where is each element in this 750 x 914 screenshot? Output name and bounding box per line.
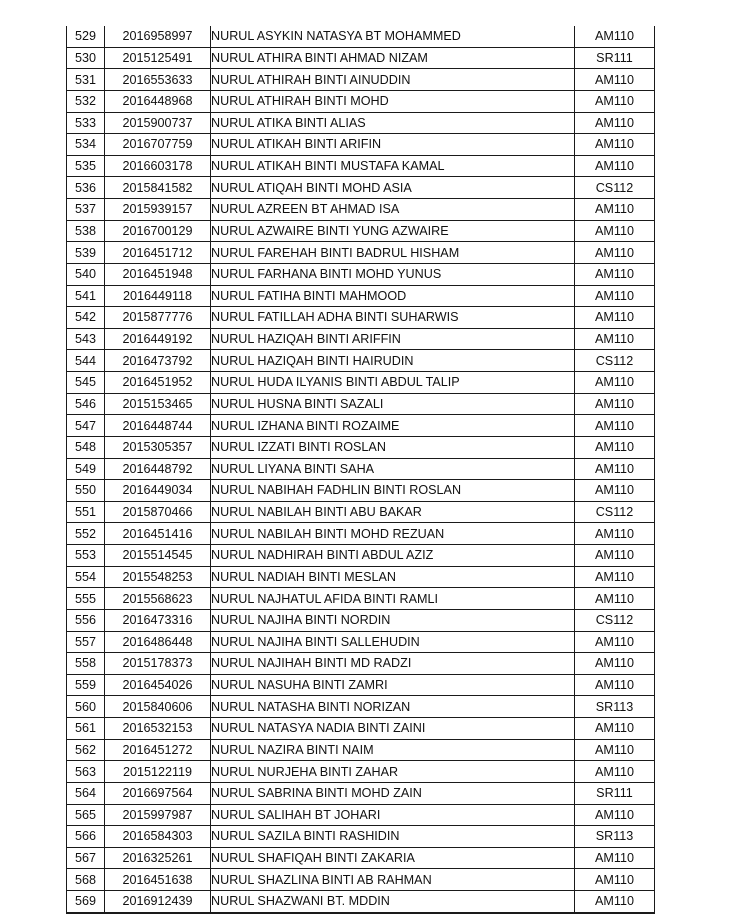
row-number-cell: 532 bbox=[67, 90, 105, 112]
table-row bbox=[67, 415, 655, 437]
table-row bbox=[67, 372, 655, 394]
program-code-cell: AM110 bbox=[575, 285, 655, 307]
student-name-cell: NURUL AZWAIRE BINTI YUNG AZWAIRE bbox=[211, 220, 575, 242]
student-id-cell: 2015877776 bbox=[105, 307, 211, 329]
table-row bbox=[67, 739, 655, 761]
row-number-cell: 548 bbox=[67, 436, 105, 458]
program-code-cell: AM110 bbox=[575, 653, 655, 675]
student-id-cell: 2016700129 bbox=[105, 220, 211, 242]
table-row bbox=[67, 847, 655, 869]
student-id-cell: 2016553633 bbox=[105, 69, 211, 91]
table-row bbox=[67, 891, 655, 913]
table-row bbox=[67, 545, 655, 567]
student-name-cell: NURUL SABRINA BINTI MOHD ZAIN bbox=[211, 782, 575, 804]
student-id-cell: 2016449192 bbox=[105, 328, 211, 350]
student-id-cell: 2016449034 bbox=[105, 480, 211, 502]
program-code-cell: AM110 bbox=[575, 847, 655, 869]
table-row bbox=[67, 588, 655, 610]
table-row bbox=[67, 155, 655, 177]
student-name-cell: NURUL ATIKA BINTI ALIAS bbox=[211, 112, 575, 134]
student-id-cell: 2016473316 bbox=[105, 609, 211, 631]
table-row bbox=[67, 609, 655, 631]
student-name-cell: NURUL ATHIRAH BINTI AINUDDIN bbox=[211, 69, 575, 91]
table-row bbox=[67, 220, 655, 242]
row-number-cell: 555 bbox=[67, 588, 105, 610]
table-row bbox=[67, 242, 655, 264]
student-name-cell: NURUL FAREHAH BINTI BADRUL HISHAM bbox=[211, 242, 575, 264]
student-id-cell: 2016584303 bbox=[105, 826, 211, 848]
student-name-cell: NURUL ATHIRA BINTI AHMAD NIZAM bbox=[211, 47, 575, 69]
program-code-cell: AM110 bbox=[575, 718, 655, 740]
program-code-cell: CS112 bbox=[575, 177, 655, 199]
program-code-cell: CS112 bbox=[575, 501, 655, 523]
row-number-cell: 546 bbox=[67, 393, 105, 415]
student-name-cell: NURUL HAZIQAH BINTI ARIFFIN bbox=[211, 328, 575, 350]
student-name-cell: NURUL ATIKAH BINTI ARIFIN bbox=[211, 134, 575, 156]
row-number-cell: 539 bbox=[67, 242, 105, 264]
student-name-cell: NURUL NATASYA NADIA BINTI ZAINI bbox=[211, 718, 575, 740]
program-code-cell: SR113 bbox=[575, 696, 655, 718]
student-id-cell: 2015568623 bbox=[105, 588, 211, 610]
student-id-cell: 2016449118 bbox=[105, 285, 211, 307]
table-row bbox=[67, 199, 655, 221]
program-code-cell: AM110 bbox=[575, 739, 655, 761]
student-name-cell: NURUL NAJHATUL AFIDA BINTI RAMLI bbox=[211, 588, 575, 610]
table-row bbox=[67, 328, 655, 350]
program-code-cell: AM110 bbox=[575, 761, 655, 783]
student-name-cell: NURUL HAZIQAH BINTI HAIRUDIN bbox=[211, 350, 575, 372]
program-code-cell: AM110 bbox=[575, 263, 655, 285]
program-code-cell: AM110 bbox=[575, 199, 655, 221]
program-code-cell: AM110 bbox=[575, 869, 655, 891]
student-name-cell: NURUL ATIKAH BINTI MUSTAFA KAMAL bbox=[211, 155, 575, 177]
row-number-cell: 531 bbox=[67, 69, 105, 91]
table-row bbox=[67, 263, 655, 285]
student-id-cell: 2016707759 bbox=[105, 134, 211, 156]
program-code-cell: CS112 bbox=[575, 350, 655, 372]
student-name-cell: NURUL IZHANA BINTI ROZAIME bbox=[211, 415, 575, 437]
row-number-cell: 535 bbox=[67, 155, 105, 177]
row-number-cell: 569 bbox=[67, 891, 105, 913]
student-id-cell: 2015900737 bbox=[105, 112, 211, 134]
table-row bbox=[67, 804, 655, 826]
student-id-cell: 2016325261 bbox=[105, 847, 211, 869]
table-row bbox=[67, 350, 655, 372]
row-number-cell: 565 bbox=[67, 804, 105, 826]
row-number-cell: 549 bbox=[67, 458, 105, 480]
table-row bbox=[67, 47, 655, 69]
table-row bbox=[67, 501, 655, 523]
program-code-cell: AM110 bbox=[575, 307, 655, 329]
program-code-cell: SR111 bbox=[575, 47, 655, 69]
row-number-cell: 564 bbox=[67, 782, 105, 804]
table-row bbox=[67, 90, 655, 112]
program-code-cell: AM110 bbox=[575, 523, 655, 545]
student-name-cell: NURUL FATILLAH ADHA BINTI SUHARWIS bbox=[211, 307, 575, 329]
student-name-cell: NURUL ATIQAH BINTI MOHD ASIA bbox=[211, 177, 575, 199]
table-row bbox=[67, 458, 655, 480]
student-name-cell: NURUL NABILAH BINTI MOHD REZUAN bbox=[211, 523, 575, 545]
program-code-cell: AM110 bbox=[575, 588, 655, 610]
student-id-cell: 2015997987 bbox=[105, 804, 211, 826]
student-name-cell: NURUL NATASHA BINTI NORIZAN bbox=[211, 696, 575, 718]
row-number-cell: 534 bbox=[67, 134, 105, 156]
row-number-cell: 562 bbox=[67, 739, 105, 761]
student-name-cell: NURUL SHAFIQAH BINTI ZAKARIA bbox=[211, 847, 575, 869]
row-number-cell: 537 bbox=[67, 199, 105, 221]
student-id-cell: 2016454026 bbox=[105, 674, 211, 696]
student-name-cell: NURUL NABILAH BINTI ABU BAKAR bbox=[211, 501, 575, 523]
table-row bbox=[67, 177, 655, 199]
program-code-cell: AM110 bbox=[575, 328, 655, 350]
row-number-cell: 529 bbox=[67, 26, 105, 47]
row-number-cell: 551 bbox=[67, 501, 105, 523]
student-id-cell: 2015841582 bbox=[105, 177, 211, 199]
program-code-cell: AM110 bbox=[575, 372, 655, 394]
student-name-cell: NURUL AZREEN BT AHMAD ISA bbox=[211, 199, 575, 221]
row-number-cell: 541 bbox=[67, 285, 105, 307]
table-row bbox=[67, 307, 655, 329]
program-code-cell: AM110 bbox=[575, 480, 655, 502]
program-code-cell: AM110 bbox=[575, 155, 655, 177]
row-number-cell: 556 bbox=[67, 609, 105, 631]
table-row bbox=[67, 696, 655, 718]
row-number-cell: 530 bbox=[67, 47, 105, 69]
student-name-cell: NURUL NAJIHA BINTI NORDIN bbox=[211, 609, 575, 631]
table-row bbox=[67, 112, 655, 134]
student-name-cell: NURUL SAZILA BINTI RASHIDIN bbox=[211, 826, 575, 848]
student-name-cell: NURUL SALIHAH BT JOHARI bbox=[211, 804, 575, 826]
row-number-cell: 568 bbox=[67, 869, 105, 891]
row-number-cell: 554 bbox=[67, 566, 105, 588]
table-row bbox=[67, 631, 655, 653]
table-row bbox=[67, 761, 655, 783]
student-name-cell: NURUL HUSNA BINTI SAZALI bbox=[211, 393, 575, 415]
student-id-cell: 2015939157 bbox=[105, 199, 211, 221]
program-code-cell: AM110 bbox=[575, 112, 655, 134]
program-code-cell: AM110 bbox=[575, 631, 655, 653]
program-code-cell: CS112 bbox=[575, 609, 655, 631]
row-number-cell: 542 bbox=[67, 307, 105, 329]
student-name-cell: NURUL SHAZLINA BINTI AB RAHMAN bbox=[211, 869, 575, 891]
table-row bbox=[67, 480, 655, 502]
row-number-cell: 540 bbox=[67, 263, 105, 285]
table-row bbox=[67, 393, 655, 415]
table-row bbox=[67, 782, 655, 804]
program-code-cell: AM110 bbox=[575, 891, 655, 913]
student-id-cell: 2016448744 bbox=[105, 415, 211, 437]
student-name-cell: NURUL IZZATI BINTI ROSLAN bbox=[211, 436, 575, 458]
student-name-cell: NURUL FARHANA BINTI MOHD YUNUS bbox=[211, 263, 575, 285]
student-name-cell: NURUL NAZIRA BINTI NAIM bbox=[211, 739, 575, 761]
student-id-cell: 2016451272 bbox=[105, 739, 211, 761]
program-code-cell: SR113 bbox=[575, 826, 655, 848]
row-number-cell: 552 bbox=[67, 523, 105, 545]
student-table-body bbox=[67, 26, 655, 913]
student-name-cell: NURUL ATHIRAH BINTI MOHD bbox=[211, 90, 575, 112]
row-number-cell: 566 bbox=[67, 826, 105, 848]
student-id-cell: 2015178373 bbox=[105, 653, 211, 675]
row-number-cell: 533 bbox=[67, 112, 105, 134]
program-code-cell: AM110 bbox=[575, 566, 655, 588]
student-id-cell: 2015153465 bbox=[105, 393, 211, 415]
student-name-cell: NURUL NAJIHAH BINTI MD RADZI bbox=[211, 653, 575, 675]
row-number-cell: 544 bbox=[67, 350, 105, 372]
row-number-cell: 558 bbox=[67, 653, 105, 675]
program-code-cell: AM110 bbox=[575, 458, 655, 480]
student-name-cell: NURUL NAJIHA BINTI SALLEHUDIN bbox=[211, 631, 575, 653]
student-id-cell: 2016603178 bbox=[105, 155, 211, 177]
student-id-cell: 2015514545 bbox=[105, 545, 211, 567]
student-name-cell: NURUL NURJEHA BINTI ZAHAR bbox=[211, 761, 575, 783]
row-number-cell: 563 bbox=[67, 761, 105, 783]
row-number-cell: 559 bbox=[67, 674, 105, 696]
program-code-cell: AM110 bbox=[575, 69, 655, 91]
student-name-cell: NURUL SHAZWANI BT. MDDIN bbox=[211, 891, 575, 913]
program-code-cell: AM110 bbox=[575, 393, 655, 415]
student-table bbox=[66, 26, 655, 914]
table-row bbox=[67, 826, 655, 848]
row-number-cell: 545 bbox=[67, 372, 105, 394]
table-row bbox=[67, 523, 655, 545]
student-id-cell: 2015870466 bbox=[105, 501, 211, 523]
program-code-cell: AM110 bbox=[575, 90, 655, 112]
student-name-cell: NURUL NADHIRAH BINTI ABDUL AZIZ bbox=[211, 545, 575, 567]
student-id-cell: 2016486448 bbox=[105, 631, 211, 653]
program-code-cell: AM110 bbox=[575, 242, 655, 264]
program-code-cell: AM110 bbox=[575, 26, 655, 47]
table-row bbox=[67, 718, 655, 740]
student-id-cell: 2015122119 bbox=[105, 761, 211, 783]
student-id-cell: 2016912439 bbox=[105, 891, 211, 913]
student-list-page bbox=[66, 26, 654, 914]
student-id-cell: 2016473792 bbox=[105, 350, 211, 372]
table-row bbox=[67, 26, 655, 47]
row-number-cell: 561 bbox=[67, 718, 105, 740]
student-id-cell: 2015840606 bbox=[105, 696, 211, 718]
student-id-cell: 2016532153 bbox=[105, 718, 211, 740]
row-number-cell: 557 bbox=[67, 631, 105, 653]
student-id-cell: 2016958997 bbox=[105, 26, 211, 47]
program-code-cell: AM110 bbox=[575, 415, 655, 437]
program-code-cell: AM110 bbox=[575, 674, 655, 696]
table-row bbox=[67, 566, 655, 588]
student-name-cell: NURUL HUDA ILYANIS BINTI ABDUL TALIP bbox=[211, 372, 575, 394]
student-name-cell: NURUL NASUHA BINTI ZAMRI bbox=[211, 674, 575, 696]
program-code-cell: AM110 bbox=[575, 804, 655, 826]
student-id-cell: 2016451638 bbox=[105, 869, 211, 891]
student-id-cell: 2016451952 bbox=[105, 372, 211, 394]
student-name-cell: NURUL FATIHA BINTI MAHMOOD bbox=[211, 285, 575, 307]
table-row bbox=[67, 674, 655, 696]
program-code-cell: AM110 bbox=[575, 545, 655, 567]
student-id-cell: 2015305357 bbox=[105, 436, 211, 458]
row-number-cell: 536 bbox=[67, 177, 105, 199]
table-row bbox=[67, 436, 655, 458]
student-id-cell: 2015125491 bbox=[105, 47, 211, 69]
row-number-cell: 567 bbox=[67, 847, 105, 869]
student-name-cell: NURUL NADIAH BINTI MESLAN bbox=[211, 566, 575, 588]
table-row bbox=[67, 653, 655, 675]
program-code-cell: SR111 bbox=[575, 782, 655, 804]
program-code-cell: AM110 bbox=[575, 220, 655, 242]
student-name-cell: NURUL ASYKIN NATASYA BT MOHAMMED bbox=[211, 26, 575, 47]
row-number-cell: 538 bbox=[67, 220, 105, 242]
student-id-cell: 2016448968 bbox=[105, 90, 211, 112]
row-number-cell: 543 bbox=[67, 328, 105, 350]
row-number-cell: 560 bbox=[67, 696, 105, 718]
table-row bbox=[67, 869, 655, 891]
table-row bbox=[67, 285, 655, 307]
student-id-cell: 2016451416 bbox=[105, 523, 211, 545]
student-id-cell: 2016448792 bbox=[105, 458, 211, 480]
table-row bbox=[67, 134, 655, 156]
student-name-cell: NURUL NABIHAH FADHLIN BINTI ROSLAN bbox=[211, 480, 575, 502]
student-id-cell: 2016451712 bbox=[105, 242, 211, 264]
student-id-cell: 2016451948 bbox=[105, 263, 211, 285]
program-code-cell: AM110 bbox=[575, 436, 655, 458]
table-row bbox=[67, 69, 655, 91]
student-name-cell: NURUL LIYANA BINTI SAHA bbox=[211, 458, 575, 480]
program-code-cell: AM110 bbox=[575, 134, 655, 156]
row-number-cell: 547 bbox=[67, 415, 105, 437]
student-id-cell: 2015548253 bbox=[105, 566, 211, 588]
row-number-cell: 553 bbox=[67, 545, 105, 567]
student-id-cell: 2016697564 bbox=[105, 782, 211, 804]
row-number-cell: 550 bbox=[67, 480, 105, 502]
